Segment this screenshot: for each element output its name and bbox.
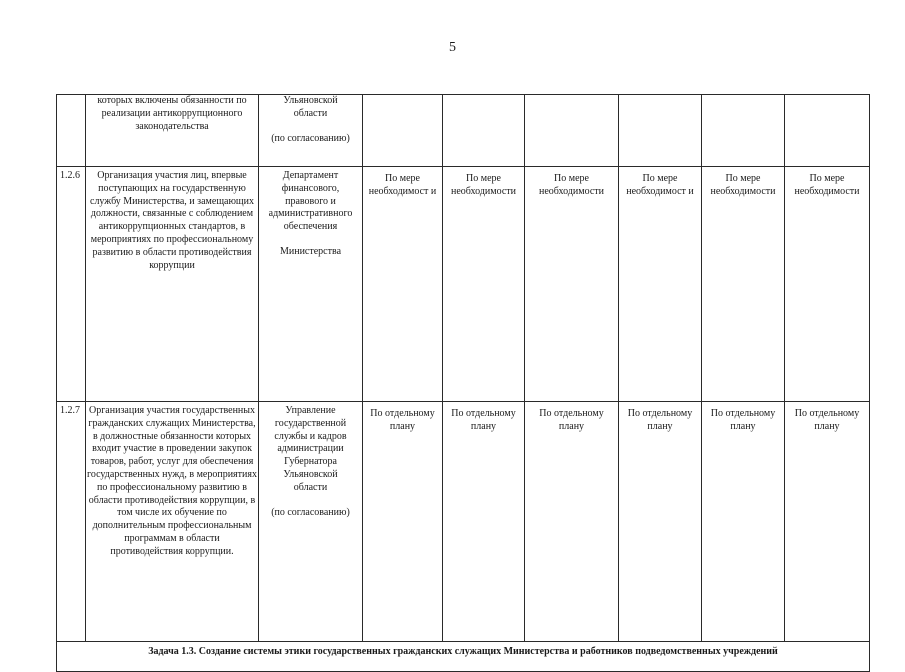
executor-cell: [259, 402, 363, 642]
executor-note: Министерства: [279, 245, 342, 257]
term-cell: По мере необходимости: [702, 167, 785, 402]
term-cell: По мере необходимости: [525, 167, 619, 402]
executor-cell: [259, 95, 363, 167]
table-row: [57, 402, 870, 642]
page-number: 5: [449, 40, 456, 55]
term-cell: По отдельному плану: [785, 402, 870, 642]
term-cell: [619, 95, 702, 167]
executor-line: области: [293, 107, 328, 119]
executor-line: службы и кадров: [274, 430, 347, 442]
measure-description: которых включены обязанности по реализации антикоррупционного законодательства: [86, 95, 259, 167]
row-number: 1.2.6: [57, 167, 86, 402]
executor-line: Ульяновской: [283, 468, 338, 480]
term-cell: По мере необходимости: [785, 167, 870, 402]
executor-line: финансового,: [281, 182, 340, 194]
measure-description: Организация участия лиц, впервые поступающих на государственную службу Министерства, и замещающих должности, связанные с соблюдением антикоррупционных стандартов, в мероприятиях по профессиональному развитию в области противодействия коррупции: [86, 167, 259, 402]
term-cell: [525, 95, 619, 167]
task-heading-row: [57, 642, 870, 672]
executor-line: обеспечения: [283, 221, 338, 233]
row-number: [57, 95, 86, 167]
executor-line: Департамент: [282, 170, 339, 181]
term-cell: [785, 95, 870, 167]
term-cell: По отдельному плану: [702, 402, 785, 642]
executor-note: (по согласованию): [271, 132, 350, 144]
term-cell: По мере необходимост и: [363, 167, 443, 402]
executor-line: области: [293, 481, 328, 493]
term-cell: [702, 95, 785, 167]
table-row: [57, 167, 870, 402]
table-row: [57, 95, 870, 167]
executor-line: государственной: [274, 417, 347, 429]
executor-line: административного: [268, 208, 353, 220]
term-cell: По мере необходимост и: [619, 167, 702, 402]
term-cell: По отдельному плану: [619, 402, 702, 642]
executor-cell: [259, 167, 363, 402]
term-cell: [443, 95, 525, 167]
task-heading: Задача 1.3. Создание системы этики государственных гражданских служащих Министерства и работников подведомственных учреждений: [57, 642, 870, 672]
term-cell: По отдельному плану: [525, 402, 619, 642]
row-number: 1.2.7: [57, 402, 86, 642]
executor-line: Управление: [285, 405, 336, 416]
executor-line: Ульяновской: [283, 95, 338, 106]
term-cell: По отдельному плану: [443, 402, 525, 642]
executor-line: Губернатора: [284, 456, 337, 468]
action-plan-table: [56, 94, 870, 672]
executor-note: (по согласованию): [271, 506, 350, 518]
term-cell: По мере необходимости: [443, 167, 525, 402]
executor-line: правового и: [285, 195, 336, 207]
executor-line: администрации: [277, 443, 344, 455]
term-cell: По отдельному плану: [363, 402, 443, 642]
measure-description: Организация участия государственных гражданских служащих Министерства, в должностные обязанности которых входит участие в проведении закупок товаров, работ, услуг для обеспечения государственных нужд, в мероприятиях по профессиональному развитию в области противодействия коррупции, в том числе их обучение по дополнительным профессиональным программам в области противодействия коррупции.: [86, 402, 259, 642]
term-cell: [363, 95, 443, 167]
